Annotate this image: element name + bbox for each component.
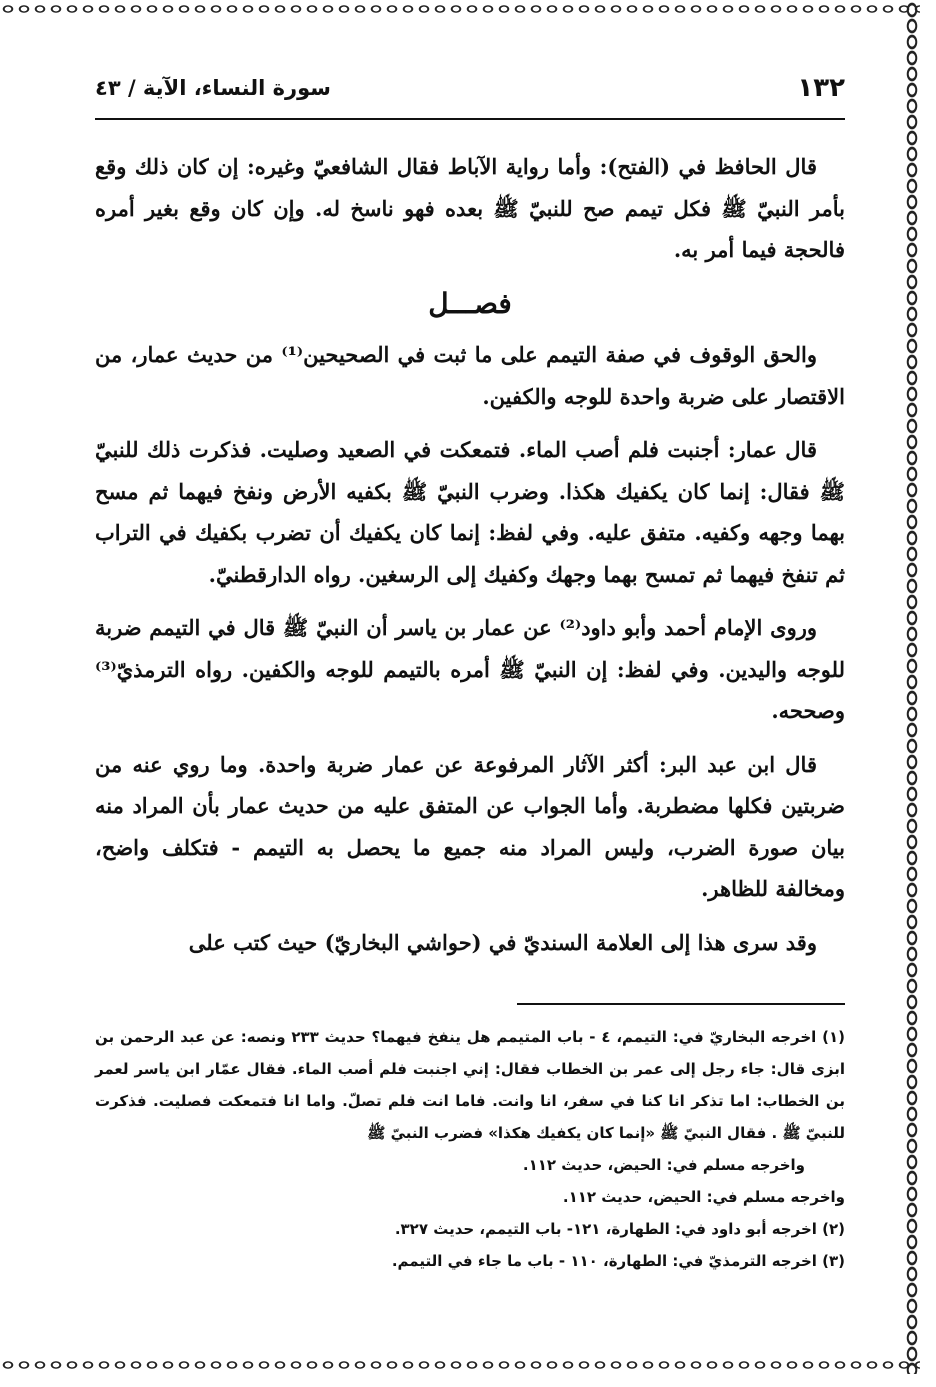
section-heading: فصـــل (428, 286, 512, 320)
paragraph-3: قال عمار: أجنبت فلم أصب الماء. فتمعكت في الصعيد وصليت. فذكرت ذلك للنبيّ ﷺ فقال: إنما كان يكفيك هكذا. وضرب النبيّ ﷺ بكفيه الأرض ونفخ فيهما ثم مسح بهما وجهه وكفيه. متفق عليه. وفي لفظ: إنما كان يكفيك أن تضرب بكفيك في التراب ثم تنفخ فيهما ثم تمسح بهما وجهك وكفيك إلى الرسغين. رواه الدارقطنيّ. (95, 437, 845, 587)
chain-border-right (904, 2, 920, 1374)
body-text (95, 146, 845, 963)
footnote-1: (١) اخرجه البخاريّ في: التيمم، ٤ - باب المتيمم هل ينفخ فيهما؟ حديث ٢٣٣ ونصه: عن عبد الرحمن بن ابزى قال: جاء رجل إلى عمر بن الخطاب فقال: إني اجنبت فلم أصب الماء. فقال عمّار ابن ياسر لعمر بن الخطاب: اما تذكر انا كنا في سفر، انا وانت. فاما انت فلم تصلّ. واما انا فتمعكت فصليت. فذكرت للنبيّ ﷺ . فقال النبيّ ﷺ «إنما كان يكفيك هكذا» فضرب النبيّ ﷺ (95, 1028, 845, 1142)
page (95, 60, 845, 1340)
footnote-1-continuation: واخرجه مسلم في: الحيض، حديث ١١٢. (522, 1156, 805, 1174)
footnote-3: (٣) اخرجه الترمذيّ في: الطهارة، ١١٠ - باب ما جاء في التيمم. (391, 1252, 845, 1270)
footnote-2: (٢) اخرجه أبو داود في: الطهارة، ١٢١- باب التيمم، حديث ٣٢٧. (394, 1220, 845, 1238)
chain-border-top (0, 2, 920, 16)
chain-border-bottom (0, 1358, 920, 1372)
footnote-1-extra: واخرجه مسلم في: الحيض، حديث ١١٢. (562, 1188, 845, 1206)
footnote-separator (517, 1003, 845, 1005)
paragraph-2: والحق الوقوف في صفة التيمم على ما ثبت في الصحيحين⁽¹⁾ من حديث عمار، من الاقتصار على ضربة واحدة للوجه والكفين. (95, 342, 845, 409)
page-header (95, 60, 845, 116)
footnotes (95, 1021, 845, 1277)
paragraph-5: قال ابن عبد البر: أكثر الآثار المرفوعة عن عمار ضربة واحدة. وما روي عنه من ضربتين فكلها مضطربة. وأما الجواب عن المتفق عليه من حديث عمار بأن المراد منه بيان صورة الضرب، وليس المراد منه جميع ما يحصل به التيمم - فتكلف واضح، ومخالفة للظاهر. (95, 751, 845, 901)
paragraph-6: وقد سرى هذا إلى العلامة السنديّ في (حواشي البخاريّ) حيث كتب على (188, 929, 817, 955)
paragraph-1: قال الحافظ في (الفتح): وأما رواية الآباط فقال الشافعيّ وغيره: إن كان ذلك وقع بأمر النبيّ ﷺ فكل تيمم صح للنبيّ ﷺ بعده فهو ناسخ له. وإن كان وقع بغير أمره فالحجة فيما أمر به. (95, 154, 845, 262)
running-title: سورة النساء، الآية / ٤٣ (95, 76, 331, 100)
paragraph-4: وروى الإمام أحمد وأبو داود⁽²⁾ عن عمار بن ياسر أن النبيّ ﷺ قال في التيمم ضربة للوجه واليدين. وفي لفظ: إن النبيّ ﷺ أمره بالتيمم للوجه والكفين. رواه الترمذيّ⁽³⁾ وصححه. (95, 615, 845, 723)
page-number: ١٣٢ (797, 73, 845, 103)
header-rule (95, 118, 845, 120)
